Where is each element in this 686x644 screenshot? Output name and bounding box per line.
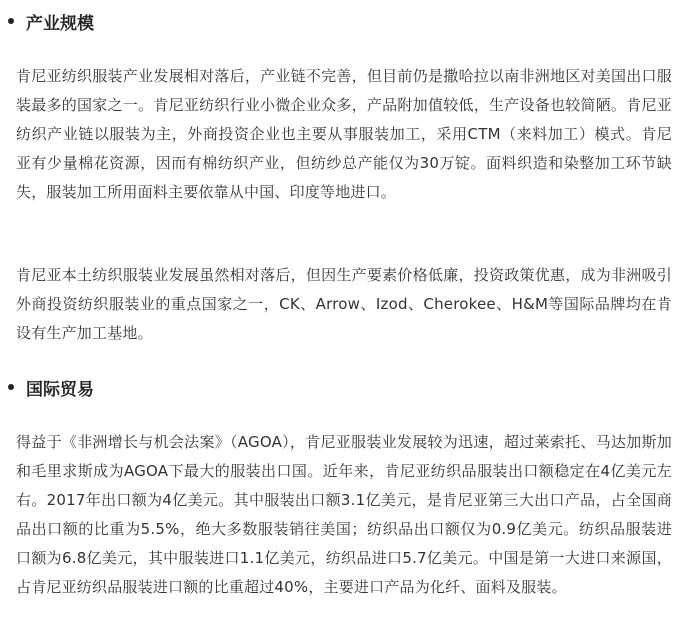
section-heading-international-trade xyxy=(8,374,94,400)
section-title: 产业规模 xyxy=(26,13,94,34)
paragraph-investment: 肯尼亚本土纺织服装业发展虽然相对落后，但因生产要素价格低廉，投资政策优惠，成为非洲吸引外商投资纺织服装业的重点国家之一，CK、Arrow、Izod、Cherokee、H&M等国际品牌均在肯设有生产加工基地。 xyxy=(16,266,672,342)
paragraph-trade: 得益于《非洲增长与机会法案》（AGOA），肯尼亚服装业发展较为迅速，超过莱索托、马达加斯加和毛里求斯成为AGOA下最大的服装出口国。近年来，肯尼亚纺织品服装出口额稳定在4亿美元左右。2017年出口额为4亿美元。其中服装出口额3.1亿美元，是肯尼亚第三大出口产品，占全国商品出口额的比重为5.5%，绝大多数服装销往美国；纺织品出口额仅为0.9亿美元。纺织品服装进口额为6.8亿美元，其中服装进口1.1亿美元，纺织品进口5.7亿美元。中国是第一大进口来源国，占肯尼亚纺织品服装进口额的比重超过40%，主要进口产品为化纤、面料及服装。 xyxy=(16,433,672,596)
bullet-icon xyxy=(8,384,14,390)
section-heading-industry-scale xyxy=(8,8,94,34)
section-title: 国际贸易 xyxy=(26,379,94,400)
paragraph-industry-overview: 肯尼亚纺织服装产业发展相对落后，产业链不完善，但目前仍是撒哈拉以南非洲地区对美国出口服装最多的国家之一。肯尼亚纺织行业小微企业众多，产品附加值较低，生产设备也较简陋。肯尼亚纺织产业链以服装为主，外商投资企业也主要从事服装加工，采用CTM（来料加工）模式。肯尼亚有少量棉花资源，因而有棉纺织产业，但纺纱总产能仅为30万锭。面料织造和染整加工环节缺失，服装加工所用面料主要依靠从中国、印度等地进口。 xyxy=(16,67,672,201)
bullet-icon xyxy=(8,18,14,24)
